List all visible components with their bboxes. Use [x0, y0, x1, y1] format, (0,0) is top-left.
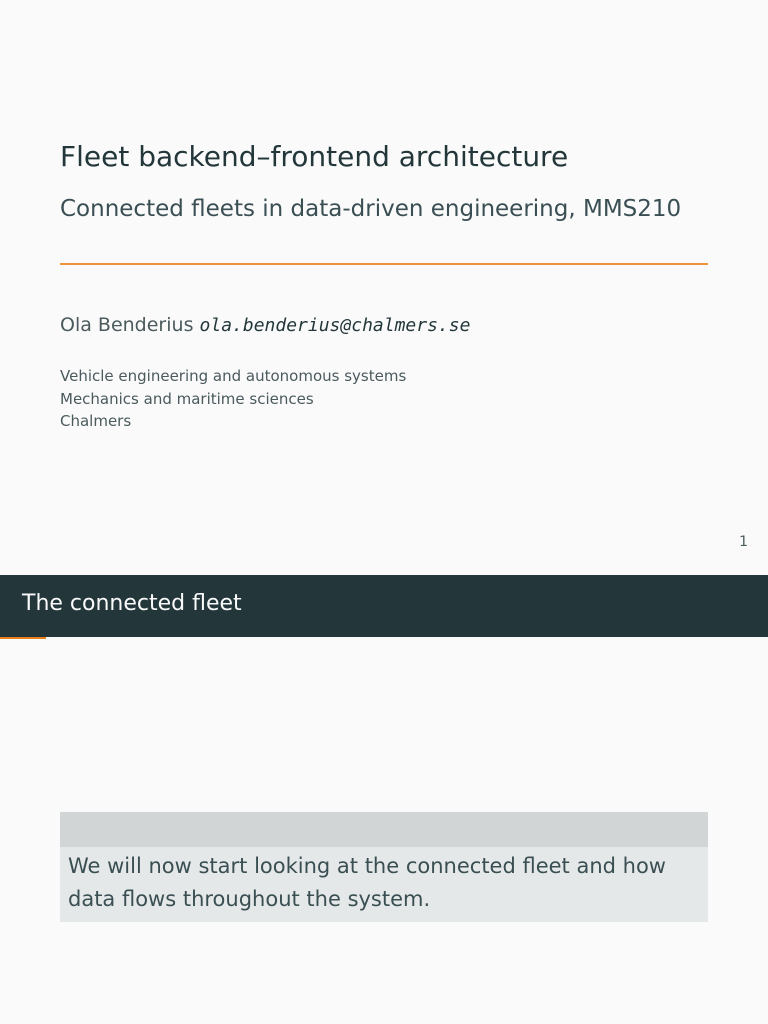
author-name: Ola Benderius — [60, 314, 194, 336]
progress-bar — [0, 637, 46, 639]
page-number: 1 — [739, 534, 748, 550]
institution-line: Mechanics and maritime sciences — [60, 389, 314, 408]
presentation-title: Fleet backend–frontend architecture — [60, 140, 569, 173]
frame-slide — [0, 575, 768, 1024]
block-header — [60, 812, 708, 847]
institution-line: Vehicle engineering and autonomous systems — [60, 367, 407, 385]
institution-line: Chalmers — [60, 412, 132, 430]
institution-block — [60, 365, 406, 433]
author-email[interactable]: ola.benderius@chalmers.se — [199, 315, 471, 336]
frame-title: The connected fleet — [22, 591, 242, 616]
presentation-subtitle: Connected fleets in data-driven engineering, MMS210 — [60, 196, 682, 222]
block-body: We will now start looking at the connected fleet and how data flows throughout the system. — [60, 847, 708, 922]
author-line — [60, 314, 470, 336]
frame-title-bar — [0, 575, 768, 637]
title-separator — [60, 263, 708, 265]
content-block — [60, 812, 708, 922]
